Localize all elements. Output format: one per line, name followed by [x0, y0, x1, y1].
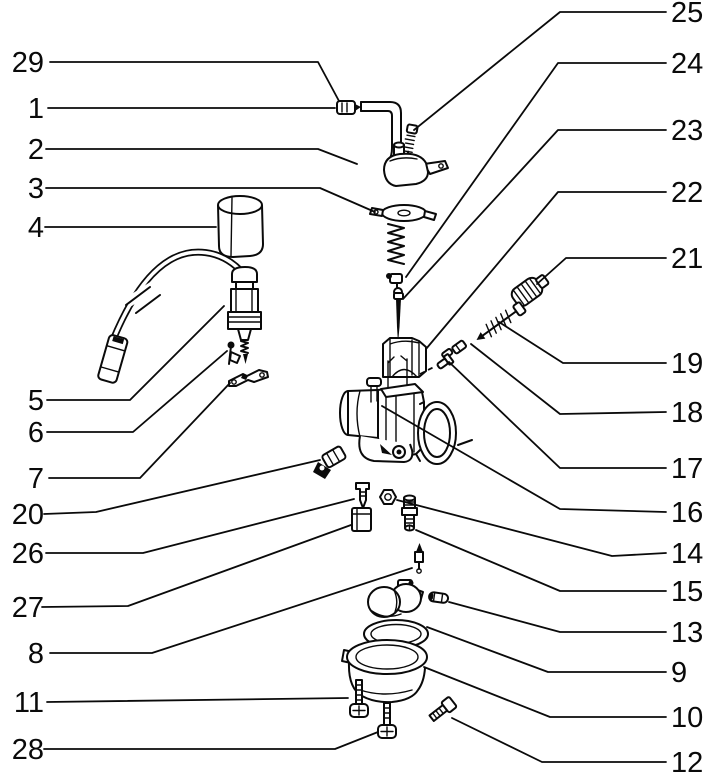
part-top-cover: [384, 143, 448, 187]
parts-drawing: [97, 101, 551, 738]
part-lock-nut: [380, 490, 396, 504]
callout-label-4: 4: [27, 212, 44, 244]
callout-label-29: 29: [11, 47, 44, 79]
leader-line-10: [424, 667, 666, 717]
leader-line-17: [449, 362, 666, 468]
callout-label-22: 22: [671, 177, 704, 209]
part-cable-bracket: [229, 370, 268, 386]
part-cable-clip: [228, 342, 241, 365]
callout-label-16: 16: [671, 497, 704, 529]
callout-label-7: 7: [27, 463, 44, 495]
part-main-jet: [402, 496, 417, 531]
callout-label-19: 19: [671, 348, 704, 380]
leader-line-20: [44, 460, 320, 514]
part-choke-cable: [97, 252, 240, 383]
callout-label-3: 3: [27, 173, 44, 205]
leader-line-27: [42, 525, 351, 607]
callout-label-20: 20: [11, 499, 44, 531]
callout-label-21: 21: [671, 243, 704, 275]
leader-line-28: [44, 732, 378, 749]
part-banjo-fitting: [313, 446, 347, 479]
callout-label-10: 10: [671, 702, 704, 734]
callout-label-25: 25: [671, 0, 704, 29]
leader-line-15: [416, 530, 666, 591]
leader-line-2: [46, 149, 357, 164]
callout-label-2: 2: [27, 134, 44, 166]
callout-label-18: 18: [671, 397, 704, 429]
callout-label-1: 1: [27, 93, 44, 125]
leader-line-14: [397, 500, 666, 556]
part-needle-jet: [356, 483, 369, 508]
callout-label-12: 12: [671, 747, 704, 779]
leader-line-19: [499, 322, 666, 363]
leader-line-25: [414, 12, 666, 130]
leader-line-3: [46, 188, 375, 212]
callout-label-14: 14: [671, 538, 704, 570]
leader-line-21: [537, 258, 666, 284]
part-float-pin: [429, 592, 449, 604]
callout-label-11: 11: [13, 687, 44, 719]
leader-line-8: [50, 568, 412, 653]
leader-line-12: [452, 718, 666, 762]
part-jet-holder: [352, 508, 371, 531]
leader-line-22: [426, 192, 666, 349]
part-cover-gasket: [370, 205, 436, 221]
leader-line-5: [47, 306, 224, 400]
leader-line-23: [403, 130, 666, 299]
leader-line-7: [49, 383, 230, 478]
part-slide-spring: [388, 224, 404, 264]
leader-line-29: [50, 62, 339, 101]
part-jet-needle: [394, 293, 403, 343]
callout-label-28: 28: [11, 734, 44, 766]
callout-label-15: 15: [671, 576, 704, 608]
part-drain-screw: [428, 696, 457, 723]
part-float-needle: [415, 543, 423, 573]
leader-line-9: [427, 627, 666, 672]
part-bowl-screw-rear: [378, 703, 396, 738]
callout-label-9: 9: [671, 657, 688, 689]
leader-line-6: [47, 351, 227, 432]
callout-label-26: 26: [11, 538, 44, 570]
part-throttle-slide: [383, 338, 426, 377]
part-cable-end-cap: [337, 101, 361, 114]
leader-line-13: [449, 602, 666, 632]
leader-line-26: [46, 499, 354, 553]
callout-label-17: 17: [671, 453, 704, 485]
callout-label-6: 6: [27, 417, 44, 449]
part-dust-cap: [218, 196, 263, 257]
callout-label-24: 24: [671, 48, 704, 80]
callout-label-27: 27: [11, 592, 44, 624]
part-float: [368, 580, 423, 617]
callout-label-13: 13: [671, 617, 704, 649]
callout-label-5: 5: [27, 385, 44, 417]
part-float-bowl: [342, 640, 427, 702]
part-choke-plunger: [228, 267, 261, 364]
callout-label-8: 8: [27, 638, 44, 670]
callout-label-23: 23: [671, 115, 704, 147]
leader-line-18: [471, 344, 666, 414]
leader-line-11: [47, 698, 348, 702]
